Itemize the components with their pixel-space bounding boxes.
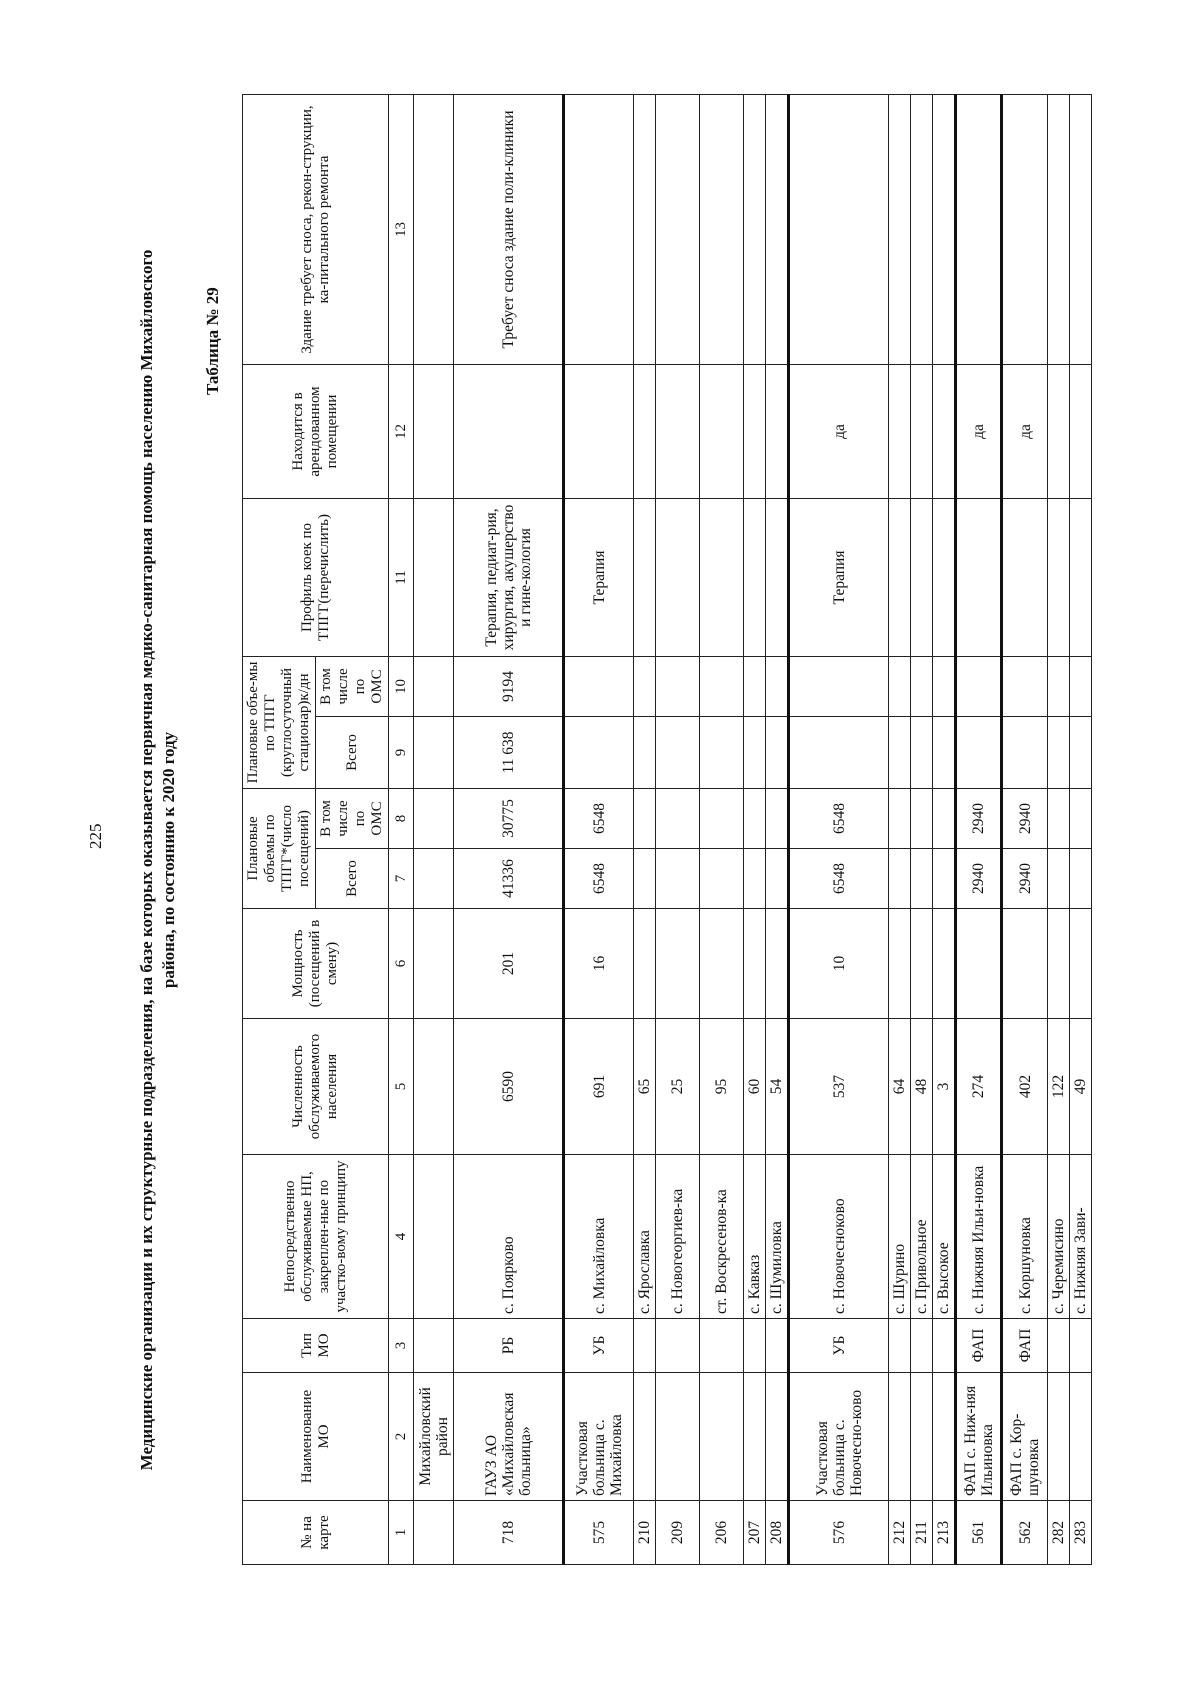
- header-capacity: Мощность (посещений в смену): [243, 909, 389, 1019]
- table-row: [911, 94, 933, 1564]
- cell-col-4: с. Нижняя Зави-: [1070, 1155, 1092, 1319]
- cell-col-5: 60: [744, 1019, 766, 1155]
- page-number: 225: [86, 823, 105, 849]
- cell-col-11: [911, 498, 933, 656]
- cell-col-11: Терапия, педиат-рия, хирургия, акушерство и гине-кология: [454, 498, 564, 656]
- cell-col-13: [564, 94, 634, 364]
- cell-col-8: [700, 788, 744, 848]
- cell-col-5: 95: [700, 1019, 744, 1155]
- cell-col-2: [1070, 1373, 1092, 1501]
- cell-col-11: Терапия: [789, 498, 889, 656]
- title-line-1: Медицинские организации и их структурные подразделения, на базе которых оказывается первичная медико-санитарная помощь населению Михайловского: [137, 249, 156, 1471]
- table-row: [454, 94, 564, 1564]
- cell-col-3: ФАП: [1002, 1319, 1048, 1373]
- table-row: [700, 94, 744, 1564]
- cell-col-4: с. Шурино: [889, 1155, 911, 1319]
- cell-col-3: [766, 1319, 789, 1373]
- cell-col-5: 6590: [454, 1019, 564, 1155]
- cell-col-10: [766, 656, 789, 716]
- cell-col-11: [766, 498, 789, 656]
- cell-col-13: [1048, 94, 1070, 364]
- cell-col-9: [1002, 716, 1048, 788]
- column-number: 3: [389, 1319, 414, 1373]
- cell-col-3: [634, 1319, 656, 1373]
- column-number: 1: [389, 1501, 414, 1565]
- cell-col-4: с. Кавказ: [744, 1155, 766, 1319]
- cell-col-3: [1048, 1319, 1070, 1373]
- cell-col-5: 691: [564, 1019, 634, 1155]
- cell-col-10: [744, 656, 766, 716]
- cell-col-12: [744, 364, 766, 498]
- cell-col-13: [956, 94, 1002, 364]
- table-row: [1048, 94, 1070, 1564]
- cell-col-4: с. Нижняя Ильи-новка: [956, 1155, 1002, 1319]
- data-table: [242, 94, 1092, 1565]
- cell-col-12: да: [789, 364, 889, 498]
- cell-col-10: [1002, 656, 1048, 716]
- cell-col-10: [656, 656, 700, 716]
- cell-col-5: 537: [789, 1019, 889, 1155]
- cell-col-2: [700, 1373, 744, 1501]
- cell-col-7: 2940: [1002, 849, 1048, 909]
- column-number: 2: [389, 1373, 414, 1501]
- cell-col-13: [766, 94, 789, 364]
- cell-col-9: [414, 716, 454, 788]
- header-mo-name: Наименование МО: [243, 1373, 389, 1501]
- cell-col-2: [744, 1373, 766, 1501]
- table-row: [656, 94, 700, 1564]
- cell-col-1: 209: [656, 1501, 700, 1565]
- cell-col-5: [414, 1019, 454, 1155]
- cell-col-9: [889, 716, 911, 788]
- cell-col-12: [1070, 364, 1092, 498]
- cell-col-1: 211: [911, 1501, 933, 1565]
- column-number: 4: [389, 1155, 414, 1319]
- cell-col-4: с. Коршуновка: [1002, 1155, 1048, 1319]
- cell-col-1: 206: [700, 1501, 744, 1565]
- header-hospital-total: Всего: [316, 716, 389, 788]
- column-number: 13: [389, 94, 414, 364]
- cell-col-8: [1070, 788, 1092, 848]
- cell-col-10: [911, 656, 933, 716]
- cell-col-6: [700, 909, 744, 1019]
- cell-col-1: 212: [889, 1501, 911, 1565]
- cell-col-7: [1070, 849, 1092, 909]
- cell-col-2: ФАП с. Кор-шуновка: [1002, 1373, 1048, 1501]
- cell-col-4: с. Михайловка: [564, 1155, 634, 1319]
- column-number-row: [389, 94, 414, 1564]
- cell-col-7: [656, 849, 700, 909]
- header-bed-profile: Профиль коек по ТПГГ(перечислить): [243, 498, 389, 656]
- cell-col-2: [766, 1373, 789, 1501]
- table-row: [789, 94, 889, 1564]
- cell-col-1: 207: [744, 1501, 766, 1565]
- cell-col-10: [414, 656, 454, 716]
- cell-col-13: [656, 94, 700, 364]
- cell-col-5: 65: [634, 1019, 656, 1155]
- cell-col-10: [1048, 656, 1070, 716]
- cell-col-3: [933, 1319, 956, 1373]
- cell-col-10: 9194: [454, 656, 564, 716]
- cell-col-7: [700, 849, 744, 909]
- cell-col-7: [889, 849, 911, 909]
- cell-col-3: [911, 1319, 933, 1373]
- cell-col-13: [700, 94, 744, 364]
- cell-col-11: [956, 498, 1002, 656]
- cell-col-3: ФАП: [956, 1319, 1002, 1373]
- cell-col-1: 576: [789, 1501, 889, 1565]
- header-visits-plan: Плановые объемы по ТПГГ*(число посещений): [243, 788, 316, 908]
- cell-col-11: [1002, 498, 1048, 656]
- cell-col-12: [766, 364, 789, 498]
- cell-col-4: ст. Воскресенов-ка: [700, 1155, 744, 1319]
- cell-col-5: 25: [656, 1019, 700, 1155]
- cell-col-8: 6548: [789, 788, 889, 848]
- cell-col-6: [766, 909, 789, 1019]
- cell-col-2: [656, 1373, 700, 1501]
- cell-col-9: [564, 716, 634, 788]
- cell-col-2: [634, 1373, 656, 1501]
- cell-col-4: с. Шумиловка: [766, 1155, 789, 1319]
- cell-col-10: [564, 656, 634, 716]
- cell-col-3: [700, 1319, 744, 1373]
- cell-col-6: [933, 909, 956, 1019]
- cell-col-12: [700, 364, 744, 498]
- cell-col-9: [744, 716, 766, 788]
- cell-col-5: 64: [889, 1019, 911, 1155]
- cell-col-3: [1070, 1319, 1092, 1373]
- cell-col-4: с. Высокое: [933, 1155, 956, 1319]
- cell-col-12: [1048, 364, 1070, 498]
- table-row: [889, 94, 911, 1564]
- header-map-number: № на карте: [243, 1501, 389, 1565]
- cell-col-12: [911, 364, 933, 498]
- cell-col-11: [634, 498, 656, 656]
- cell-col-7: [933, 849, 956, 909]
- table-row: [634, 94, 656, 1564]
- cell-col-13: [789, 94, 889, 364]
- header-hospital-oms: В том числе по ОМС: [316, 656, 389, 716]
- cell-col-4: с. Ярославка: [634, 1155, 656, 1319]
- cell-col-6: [911, 909, 933, 1019]
- cell-col-13: [911, 94, 933, 364]
- cell-col-3: [889, 1319, 911, 1373]
- cell-col-1: 282: [1048, 1501, 1070, 1565]
- cell-col-13: [414, 94, 454, 364]
- cell-col-13: Требует сноса здание поли-клиники: [454, 94, 564, 364]
- cell-col-13: [889, 94, 911, 364]
- cell-col-11: Терапия: [564, 498, 634, 656]
- cell-col-1: 208: [766, 1501, 789, 1565]
- cell-col-8: [1048, 788, 1070, 848]
- cell-col-1: 575: [564, 1501, 634, 1565]
- table-row: [414, 94, 454, 1564]
- column-number: 7: [389, 849, 414, 909]
- table-row: [766, 94, 789, 1564]
- cell-col-7: [911, 849, 933, 909]
- cell-col-6: [1048, 909, 1070, 1019]
- cell-col-1: [414, 1501, 454, 1565]
- cell-col-3: [744, 1319, 766, 1373]
- cell-col-2: [1048, 1373, 1070, 1501]
- cell-col-6: 16: [564, 909, 634, 1019]
- cell-col-1: 718: [454, 1501, 564, 1565]
- cell-col-10: [634, 656, 656, 716]
- cell-col-2: Михайловский район: [414, 1373, 454, 1501]
- table-row: [933, 94, 956, 1564]
- cell-col-10: [933, 656, 956, 716]
- cell-col-11: [656, 498, 700, 656]
- table-body: [414, 94, 1092, 1564]
- header-rented: Находится в арендованном помещении: [243, 364, 389, 498]
- cell-col-6: [889, 909, 911, 1019]
- cell-col-9: [933, 716, 956, 788]
- table-row: [1002, 94, 1048, 1564]
- table-label: Таблица № 29: [203, 287, 222, 395]
- cell-col-6: 201: [454, 909, 564, 1019]
- cell-col-9: [634, 716, 656, 788]
- column-number: 6: [389, 909, 414, 1019]
- cell-col-6: [414, 909, 454, 1019]
- cell-col-5: 49: [1070, 1019, 1092, 1155]
- cell-col-8: [634, 788, 656, 848]
- header-mo-type: Тип МО: [243, 1319, 389, 1373]
- cell-col-9: [766, 716, 789, 788]
- header-hospital-plan: Плановые объе-мы по ТПГГ (круглосуточный стационар)к/дн: [243, 656, 316, 788]
- cell-col-9: [700, 716, 744, 788]
- cell-col-1: 561: [956, 1501, 1002, 1565]
- cell-col-9: [789, 716, 889, 788]
- cell-col-8: 2940: [1002, 788, 1048, 848]
- cell-col-5: 274: [956, 1019, 1002, 1155]
- cell-col-8: 30775: [454, 788, 564, 848]
- cell-col-12: да: [1002, 364, 1048, 498]
- cell-col-4: с. Поярково: [454, 1155, 564, 1319]
- cell-col-12: [656, 364, 700, 498]
- cell-col-7: [414, 849, 454, 909]
- cell-col-13: [1070, 94, 1092, 364]
- cell-col-4: [414, 1155, 454, 1319]
- cell-col-12: [564, 364, 634, 498]
- header-served-settlements: Непосредственно обслуживаемые НП, закреплен-ные по участко-вому принципу: [243, 1155, 389, 1319]
- cell-col-3: РБ: [454, 1319, 564, 1373]
- cell-col-2: [933, 1373, 956, 1501]
- table-row: [956, 94, 1002, 1564]
- cell-col-8: 6548: [564, 788, 634, 848]
- cell-col-5: 3: [933, 1019, 956, 1155]
- cell-col-1: 213: [933, 1501, 956, 1565]
- document-title: [136, 145, 180, 1575]
- column-number: 11: [389, 498, 414, 656]
- column-number: 12: [389, 364, 414, 498]
- header-population: Численность обслуживаемого населения: [243, 1019, 389, 1155]
- cell-col-13: [744, 94, 766, 364]
- column-number: 9: [389, 716, 414, 788]
- column-number: 8: [389, 788, 414, 848]
- cell-col-6: [634, 909, 656, 1019]
- cell-col-5: 402: [1002, 1019, 1048, 1155]
- cell-col-4: с. Привольное: [911, 1155, 933, 1319]
- cell-col-12: да: [956, 364, 1002, 498]
- cell-col-8: 2940: [956, 788, 1002, 848]
- cell-col-5: 122: [1048, 1019, 1070, 1155]
- cell-col-1: 210: [634, 1501, 656, 1565]
- cell-col-1: 283: [1070, 1501, 1092, 1565]
- cell-col-1: 562: [1002, 1501, 1048, 1565]
- cell-col-10: [956, 656, 1002, 716]
- cell-col-10: [700, 656, 744, 716]
- cell-col-7: 6548: [564, 849, 634, 909]
- cell-col-12: [933, 364, 956, 498]
- cell-col-2: [911, 1373, 933, 1501]
- cell-col-7: 2940: [956, 849, 1002, 909]
- header-visits-total: Всего: [316, 849, 389, 909]
- cell-col-11: [1048, 498, 1070, 656]
- cell-col-9: [1048, 716, 1070, 788]
- cell-col-2: Участковая больница с. Новочесно-ково: [789, 1373, 889, 1501]
- cell-col-12: [634, 364, 656, 498]
- cell-col-8: [889, 788, 911, 848]
- cell-col-2: ФАП с. Ниж-няя Ильиновка: [956, 1373, 1002, 1501]
- cell-col-12: [454, 364, 564, 498]
- cell-col-11: [1070, 498, 1092, 656]
- header-row-1: [243, 94, 316, 1564]
- column-number: 5: [389, 1019, 414, 1155]
- cell-col-6: [956, 909, 1002, 1019]
- title-line-2: района, по состоянию к 2020 году: [159, 731, 178, 989]
- column-number: 10: [389, 656, 414, 716]
- cell-col-11: [744, 498, 766, 656]
- cell-col-8: [911, 788, 933, 848]
- cell-col-13: [634, 94, 656, 364]
- cell-col-10: [789, 656, 889, 716]
- header-visits-oms: В том числе по ОМС: [316, 788, 389, 848]
- cell-col-3: [656, 1319, 700, 1373]
- header-repair: Здание требует сноса, рекон-струкции, ка-питального ремонта: [243, 94, 389, 364]
- cell-col-9: [911, 716, 933, 788]
- cell-col-8: [414, 788, 454, 848]
- cell-col-5: 54: [766, 1019, 789, 1155]
- cell-col-6: [744, 909, 766, 1019]
- cell-col-5: 48: [911, 1019, 933, 1155]
- cell-col-7: 6548: [789, 849, 889, 909]
- cell-col-8: [933, 788, 956, 848]
- cell-col-9: [656, 716, 700, 788]
- cell-col-7: 41336: [454, 849, 564, 909]
- table-row: [1070, 94, 1092, 1564]
- cell-col-11: [933, 498, 956, 656]
- cell-col-13: [1002, 94, 1048, 364]
- cell-col-7: [634, 849, 656, 909]
- cell-col-7: [744, 849, 766, 909]
- table-row: [564, 94, 634, 1564]
- cell-col-6: [1070, 909, 1092, 1019]
- cell-col-8: [766, 788, 789, 848]
- cell-col-3: УБ: [564, 1319, 634, 1373]
- cell-col-8: [744, 788, 766, 848]
- cell-col-12: [889, 364, 911, 498]
- cell-col-3: [414, 1319, 454, 1373]
- cell-col-2: ГАУЗ АО «Михайловская больница»: [454, 1373, 564, 1501]
- cell-col-9: [956, 716, 1002, 788]
- cell-col-4: с. Новочесноково: [789, 1155, 889, 1319]
- cell-col-11: [414, 498, 454, 656]
- cell-col-4: с. Новогеоргиев-ка: [656, 1155, 700, 1319]
- cell-col-11: [889, 498, 911, 656]
- cell-col-10: [1070, 656, 1092, 716]
- cell-col-7: [1048, 849, 1070, 909]
- table-row: [744, 94, 766, 1564]
- cell-col-9: 11 638: [454, 716, 564, 788]
- cell-col-3: УБ: [789, 1319, 889, 1373]
- cell-col-9: [1070, 716, 1092, 788]
- cell-col-6: 10: [789, 909, 889, 1019]
- cell-col-10: [889, 656, 911, 716]
- cell-col-2: Участковая больница с. Михайловка: [564, 1373, 634, 1501]
- cell-col-6: [656, 909, 700, 1019]
- cell-col-4: с. Черемисино: [1048, 1155, 1070, 1319]
- cell-col-11: [700, 498, 744, 656]
- cell-col-13: [933, 94, 956, 364]
- cell-col-6: [1002, 909, 1048, 1019]
- cell-col-8: [656, 788, 700, 848]
- cell-col-2: [889, 1373, 911, 1501]
- cell-col-7: [766, 849, 789, 909]
- cell-col-12: [414, 364, 454, 498]
